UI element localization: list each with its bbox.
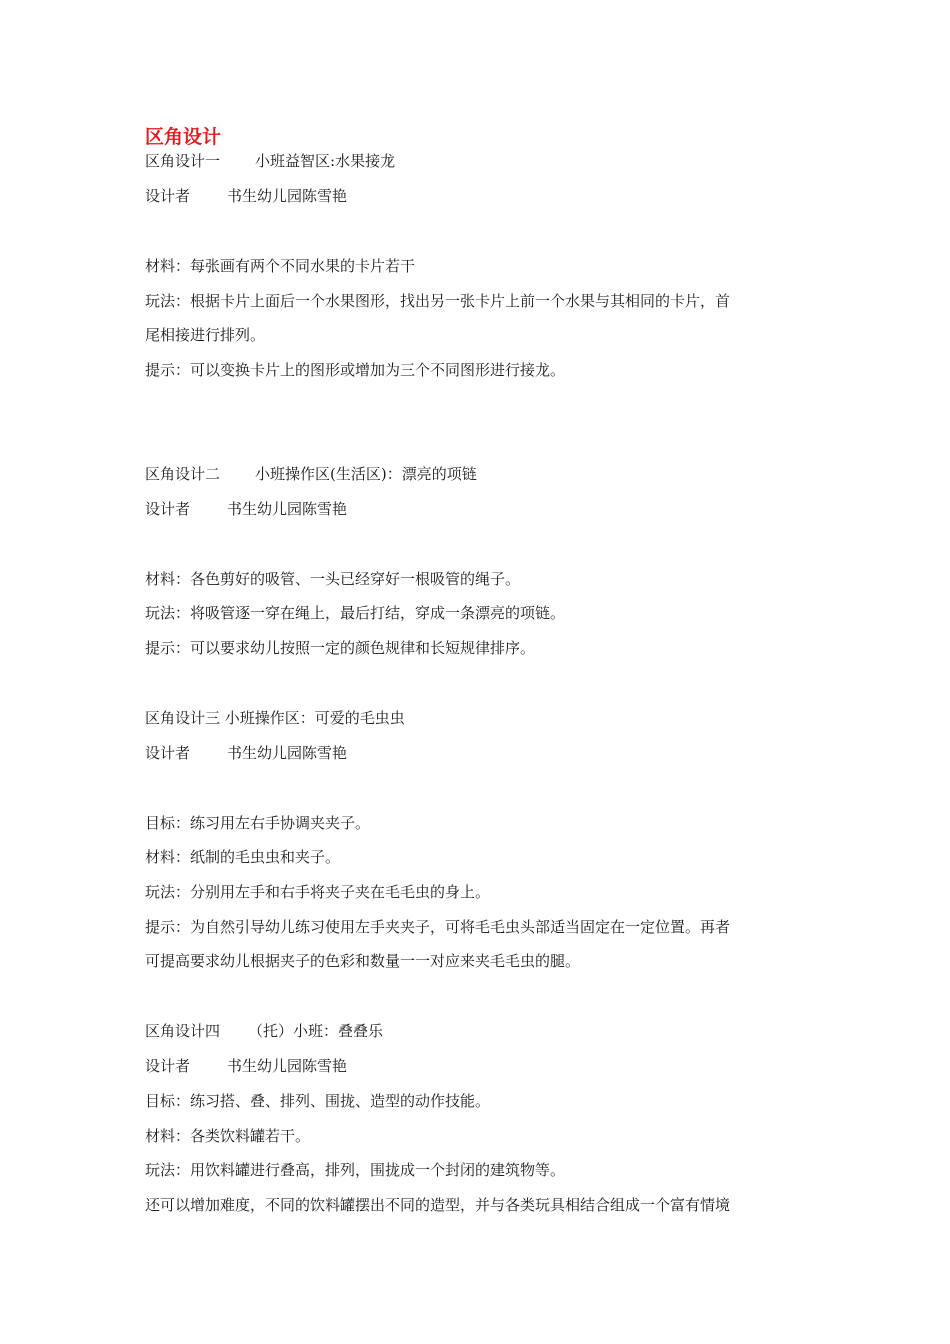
section-4-materials: 材料：各类饮料罐若干。 — [145, 1127, 311, 1145]
section-3-tip-cont: 可提高要求幼儿根据夹子的色彩和数量一一对应来夹毛毛虫的腿。 — [145, 952, 581, 970]
section-4-topic: （托）小班：叠叠乐 — [248, 1022, 384, 1040]
section-4-designer — [145, 1055, 347, 1077]
designer-name: 书生幼儿园陈雪艳 — [227, 500, 348, 518]
section-2-designer — [145, 498, 347, 520]
section-1-tip: 提示：可以变换卡片上的图形或增加为三个不同图形进行接龙。 — [145, 361, 566, 379]
section-2-topic: 小班操作区(生活区)：漂亮的项链 — [255, 465, 477, 483]
section-1-materials: 材料：每张画有两个不同水果的卡片若干 — [145, 257, 416, 275]
section-1-play: 玩法：根据卡片上面后一个水果图形，找出另一张卡片上前一个水果与其相同的卡片，首 — [145, 292, 731, 310]
section-2-play: 玩法：将吸管逐一穿在绳上，最后打结，穿成一条漂亮的项链。 — [145, 604, 566, 622]
section-3-goal: 目标：练习用左右手协调夹夹子。 — [145, 814, 371, 832]
section-3-materials: 材料：纸制的毛虫虫和夹子。 — [145, 848, 341, 866]
section-2-label: 区角设计二 — [145, 465, 221, 483]
designer-name: 书生幼儿园陈雪艳 — [227, 744, 348, 762]
section-3-heading: 区角设计三 小班操作区：可爱的毛虫虫 — [145, 709, 405, 727]
section-4-label: 区角设计四 — [145, 1022, 221, 1040]
section-3-designer — [145, 742, 347, 764]
designer-name: 书生幼儿园陈雪艳 — [227, 1057, 348, 1075]
section-2-materials: 材料：各色剪好的吸管、一头已经穿好一根吸管的绳子。 — [145, 570, 521, 588]
document-title: 区角设计 — [145, 126, 222, 148]
section-1-play-cont: 尾相接进行排列。 — [145, 326, 266, 344]
section-2-tip: 提示：可以要求幼儿按照一定的颜色规律和长短规律排序。 — [145, 639, 536, 657]
section-2-heading — [145, 463, 477, 485]
designer-label: 设计者 — [145, 1057, 191, 1075]
section-1-designer — [145, 185, 347, 207]
designer-label: 设计者 — [145, 187, 191, 205]
section-1-label: 区角设计一 — [145, 152, 221, 170]
section-1-topic: 小班益智区:水果接龙 — [255, 152, 396, 170]
section-3-tip: 提示：为自然引导幼儿练习使用左手夹夹子，可将毛毛虫头部适当固定在一定位置。再者 — [145, 918, 731, 936]
section-4-extension: 还可以增加难度，不同的饮料罐摆出不同的造型，并与各类玩具相结合组成一个富有情境 — [145, 1196, 731, 1214]
designer-label: 设计者 — [145, 500, 191, 518]
designer-label: 设计者 — [145, 744, 191, 762]
section-4-goal: 目标：练习搭、叠、排列、围拢、造型的动作技能。 — [145, 1092, 491, 1110]
section-1-heading — [145, 150, 395, 172]
section-3-play: 玩法：分别用左手和右手将夹子夹在毛毛虫的身上。 — [145, 883, 491, 901]
section-4-play: 玩法：用饮料罐进行叠高，排列，围拢成一个封闭的建筑物等。 — [145, 1161, 566, 1179]
designer-name: 书生幼儿园陈雪艳 — [227, 187, 348, 205]
section-4-heading — [145, 1020, 383, 1042]
